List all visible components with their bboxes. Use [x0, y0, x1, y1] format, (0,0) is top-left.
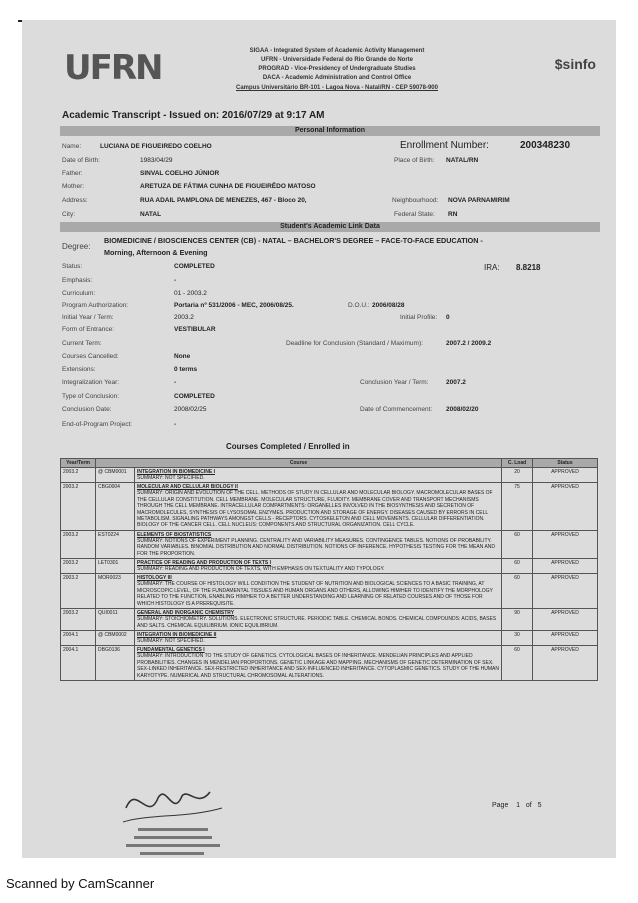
commencement-label: Date of Commencement:	[360, 406, 433, 413]
course-summary: SUMMARY: INTRODUCTION TO THE STUDY OF GENETICS. CYTOLOGICAL BASES OF INHERITANCE. MENDELIAN PRINCIPLES AND APPLIED PROBABILITIES. CHANGES IN MENDELIAN PROPORTIONS. GENETIC LINKAGE AND MAPPING. MECHANISMS OF GENETIC DETERMINATION OF SEX. SEX-LINKED INHERITANCE. SEX-RESTRICTED INHERITANCE AND SEX-INFLUENCED INHERITANCE. CYTOPLASMIC GENETICS. STUDY OF THE HUMAN KARYOTYPE. NUMERICAL AND STRUCTURAL CHROMOSOMAL ALTERATIONS.	[137, 653, 499, 679]
course-cell	[135, 574, 502, 609]
course-code: LET0301	[96, 559, 135, 574]
dob-label: Date of Birth:	[62, 157, 100, 164]
authorization-label: Program Authorization:	[62, 302, 129, 309]
courses-table	[60, 458, 598, 681]
neighbourhood-label: Neighbourhood:	[392, 197, 439, 204]
conclusion-type-value: COMPLETED	[174, 393, 215, 400]
course-summary: SUMMARY: NOT SPECIFIED.	[137, 475, 205, 481]
extensions-value: 0 terms	[174, 366, 198, 373]
course-code: @ CBM0002	[96, 630, 135, 645]
course-status: APPROVED	[533, 646, 598, 681]
commencement-value: 2008/02/20	[446, 406, 479, 413]
status-label: Status:	[62, 263, 83, 270]
scanner-credit: Scanned by CamScanner	[6, 876, 155, 891]
conclusion-type-label: Type of Conclusion:	[62, 393, 120, 400]
course-load: 20	[502, 468, 533, 483]
emphasis-value: -	[174, 277, 177, 284]
entrance-label: Form of Entrance:	[62, 326, 115, 333]
course-summary: SUMMARY: READING AND PRODUCTION OF TEXTS, WITH EMPHASIS ON TEXTUALITY AND TYPOLOGY.	[137, 566, 385, 573]
neighbourhood-value: NOVA PARNAMIRIM	[448, 197, 510, 204]
course-name: MOLECULAR AND CELLULAR BIOLOGY II	[137, 484, 238, 491]
course-summary: SUMMARY: ORIGIN AND EVOLUTION OF THE CELL. METHODS OF STUDY IN CELLULAR AND MOLECULAR BIOLOGY. MACROMOLECULAR BASES OF THE CELLULAR CONSTITUTION. CELL MEMBRANE. MOLECULAR STRUCTURE, FLUIDITY. MEMBRANE COVER AND TRANSPORT MECHANISMS THROUGH THE CELL MEMBRANE. INTRACELLULAR COMPARTMENTS: ORGANELLES INVOLVED IN THE BIOSYNTHESIS AND SECRETION OF MACROMOLECULES, SYNTHESIS OF LYSOSOMAL ENZYMES. PRODUCTION AND STORAGE OF ENERGY. DISEASES CAUSED BY ERRORS IN CELL METABOLISM. SIGNALING PATHWAYS AMONGST CELLS - RECEPTORS. CYTOSKELETON AND CELL MOVEMENTS. CELLULAR DIFFERENTIATION. BIOLOGY OF THE CANCER CELL. CELL NUCLEUS: COMPONENTS AND STRUCTURAL ORGANIZATION. CELL CYCLE.	[137, 490, 493, 529]
enrollment-label: Enrollment Number:	[400, 140, 489, 151]
course-name: PRACTICE OF READING AND PRODUCTION OF TEXTS I	[137, 560, 271, 567]
ufrn-logo: UFRN	[64, 48, 162, 88]
header-line-2: UFRN - Universidade Federal do Rio Grande do Norte	[260, 57, 414, 63]
course-cell	[135, 630, 502, 645]
initial-term-value: 2003.2	[174, 314, 194, 321]
course-row	[61, 646, 598, 681]
current-term-label: Current Term:	[62, 340, 102, 347]
course-term: 2003.2	[61, 574, 96, 609]
course-code: @ CBM0001	[96, 468, 135, 483]
course-row	[61, 483, 598, 530]
course-code: DBG0136	[96, 646, 135, 681]
course-name: GENERAL AND INORGANIC CHEMISTRY	[137, 610, 235, 617]
course-status: APPROVED	[533, 609, 598, 631]
state-label: Federal State:	[394, 211, 435, 218]
courses-header-row	[61, 459, 598, 468]
course-row	[61, 530, 598, 558]
course-load: 60	[502, 646, 533, 681]
course-name: FUNDAMENTAL GENETICS I	[137, 647, 205, 654]
page-indicator: Page 1 of 5	[492, 802, 542, 809]
conclusion-year-label: Conclusion Year / Term:	[360, 379, 429, 386]
transcript-page	[22, 20, 616, 858]
header-line-3: PROGRAD - Vice-Presidency of Undergraduate Studies	[258, 66, 416, 72]
initial-term-label: Initial Year / Term:	[62, 314, 114, 321]
course-cell	[135, 530, 502, 558]
deadline-label: Deadline for Conclusion (Standard / Maximum):	[286, 340, 423, 347]
signature-stamp	[118, 778, 228, 858]
col-course-header: Course	[96, 459, 502, 468]
authorization-value: Portaria nº 531/2006 - MEC, 2006/08/25.	[174, 302, 294, 309]
integralization-value: -	[174, 379, 177, 386]
academic-section-header: Student's Academic Link Data	[60, 222, 600, 232]
course-load: 60	[502, 559, 533, 574]
course-summary: SUMMARY: NOT SPECIFIED.	[137, 637, 205, 644]
degree-label: Degree:	[62, 242, 91, 251]
course-term: 2003.2	[61, 468, 96, 483]
eop-label: End-of-Program Project:	[62, 421, 133, 428]
sinfo-logo: $sinfo	[554, 56, 596, 72]
course-row	[61, 574, 598, 609]
course-code: EST0224	[96, 530, 135, 558]
course-summary: SUMMARY: STOICHIOMETRY. SOLUTIONS. ELECTRONIC STRUCTURE. PERIODIC TABLE. CHEMICAL BONDS. CHEMICAL COMPOUNDS: ACIDS, BASES AND SALTS. CHEMICAL EQUILIBRIUM. IONIC EQUILIBRIUM.	[137, 616, 497, 629]
course-load: 60	[502, 574, 533, 609]
course-row	[61, 630, 598, 645]
status-value: COMPLETED	[174, 263, 215, 270]
header-line-1: SIGAA - Integrated System of Academic Activity Management	[249, 48, 425, 54]
course-code: MOR0023	[96, 574, 135, 609]
course-row	[61, 609, 598, 631]
dob-value: 1983/04/29	[140, 157, 173, 164]
course-status: APPROVED	[533, 630, 598, 645]
course-cell	[135, 559, 502, 574]
cancelled-label: Courses Cancelled:	[62, 353, 119, 360]
col-status-header: Status	[533, 459, 598, 468]
pob-label: Place of Birth:	[394, 157, 435, 164]
conclusion-date-value: 2008/02/25	[174, 406, 207, 413]
course-cell	[135, 646, 502, 681]
course-row	[61, 468, 598, 483]
course-summary: SUMMARY: NOTIONS OF EXPERIMENT PLANNING. CENTRALITY AND VARIABILITY MEASURES. CONTINGENCE TABLES. NOTIONS OF PROBABILITY. RANDOM VARIABLES. BINOMIAL DISTRIBUTION AND NORMAL DISTRIBUTION. NOTIONS OF INFERENCE. HYPOTHESIS TESTING FOR THE MEAN AND FOR THE PROPORTION.	[137, 537, 496, 557]
enrollment-value: 200348230	[520, 140, 571, 151]
course-term: 2003.2	[61, 609, 96, 631]
city-value: NATAL	[140, 211, 162, 218]
dou-value: 2006/08/28	[372, 302, 405, 309]
father-label: Father:	[62, 170, 83, 177]
header-line-5: Campus Universitário BR-101 - Lagoa Nova - Natal/RN - CEP 59078-900	[236, 85, 438, 91]
sinfo-icon: $	[554, 56, 563, 72]
course-name: INTEGRATION IN BIOMEDICINE II	[137, 631, 217, 638]
courses-section-title: Courses Completed / Enrolled in	[226, 442, 350, 451]
course-name: INTEGRATION IN BIOMEDICINE I	[137, 469, 215, 475]
conclusion-year-value: 2007.2	[446, 379, 466, 386]
emphasis-label: Emphasis:	[62, 277, 93, 284]
conclusion-date-label: Conclusion Date:	[62, 406, 112, 413]
course-name: ELEMENTS OF BIOSTATISTICS	[137, 531, 212, 538]
mother-label: Mother:	[62, 183, 85, 190]
course-term: 2003.2	[61, 530, 96, 558]
course-load: 30	[502, 630, 533, 645]
curriculum-label: Curriculum:	[62, 290, 96, 297]
name-label: Name:	[62, 143, 82, 150]
address-label: Address:	[62, 197, 88, 204]
document-title: Academic Transcript - Issued on: 2016/07/29 at 9:17 AM	[62, 110, 325, 121]
ira-label: IRA:	[484, 263, 500, 272]
city-label: City:	[62, 211, 75, 218]
state-value: RN	[448, 211, 458, 218]
pob-value: NATAL/RN	[446, 157, 479, 164]
entrance-value: VESTIBULAR	[174, 326, 216, 333]
address-value: RUA ADAIL PAMPLONA DE MENEZES, 467 - Bloco 20,	[140, 197, 307, 204]
curriculum-value: 01 - 2003.2	[174, 290, 207, 297]
mother-value: ARETUZA DE FÁTIMA CUNHA DE FIGUEIRÊDO MATOSO	[140, 183, 316, 190]
course-code: QUI0011	[96, 609, 135, 631]
extensions-label: Extensions:	[62, 366, 96, 373]
course-status: APPROVED	[533, 468, 598, 483]
father-value: SINVAL COELHO JÚNIOR	[140, 170, 220, 177]
course-term: 2004.1	[61, 630, 96, 645]
col-load-header: C. Load	[502, 459, 533, 468]
course-cell	[135, 483, 502, 530]
name-value: LUCIANA DE FIGUEIREDO COELHO	[100, 143, 212, 150]
course-term: 2003.2	[61, 483, 96, 530]
course-name: HISTOLOGY III	[137, 575, 172, 582]
course-status: APPROVED	[533, 574, 598, 609]
course-term: 2003.2	[61, 559, 96, 574]
course-row	[61, 559, 598, 574]
eop-value: -	[174, 421, 177, 428]
personal-section-header: Personal Information	[60, 126, 600, 136]
cancelled-value: None	[174, 353, 191, 360]
dou-label: D.O.U.:	[348, 302, 370, 309]
course-load: 75	[502, 483, 533, 530]
course-status: APPROVED	[533, 483, 598, 530]
initial-profile-label: Initial Profile:	[400, 314, 438, 321]
course-status: APPROVED	[533, 530, 598, 558]
course-load: 90	[502, 609, 533, 631]
degree-line-2: Morning, Afternoon & Evening	[104, 248, 208, 257]
degree-line-1: BIOMEDICINE / BIOSCIENCES CENTER (CB) - NATAL – BACHELOR'S DEGREE – FACE-TO-FACE EDUCATION -	[104, 236, 483, 245]
course-cell	[135, 609, 502, 631]
integralization-label: Integralization Year:	[62, 379, 120, 386]
course-code: CBG0004	[96, 483, 135, 530]
deadline-value: 2007.2 / 2009.2	[446, 340, 492, 347]
header-line-4: DACA - Academic Administration and Control Office	[262, 75, 412, 81]
course-load: 60	[502, 530, 533, 558]
course-term: 2004.1	[61, 646, 96, 681]
course-status: APPROVED	[533, 559, 598, 574]
course-cell	[135, 468, 502, 483]
col-term-header: Year/Term	[61, 459, 96, 468]
ira-value: 8.8218	[516, 263, 541, 272]
course-summary: SUMMARY: THE COURSE OF HISTOLOGY WILL CONDITION THE STUDENT OF NUTRITION AND BIOLOGICAL SCIENCES TO A BASIC TRAINING, AT MICROSCOPIC LEVEL, OF THE FUNDAMENTAL TISSUES AND HUMAN ORGANS AND OTHERS, ALLOWING HIM/HER TO IDENTIFY THE MORPHOLOGY RELATED TO THE FUNCTION, ENABLING HIM/HER TO A BETTER UNDERSTANDING AND LEARNING OF RELATED COURSES AND OF THOSE FOR WHICH HISTOLOGY IS A PREREQUISITE.	[137, 581, 493, 607]
initial-profile-value: 0	[446, 314, 450, 321]
